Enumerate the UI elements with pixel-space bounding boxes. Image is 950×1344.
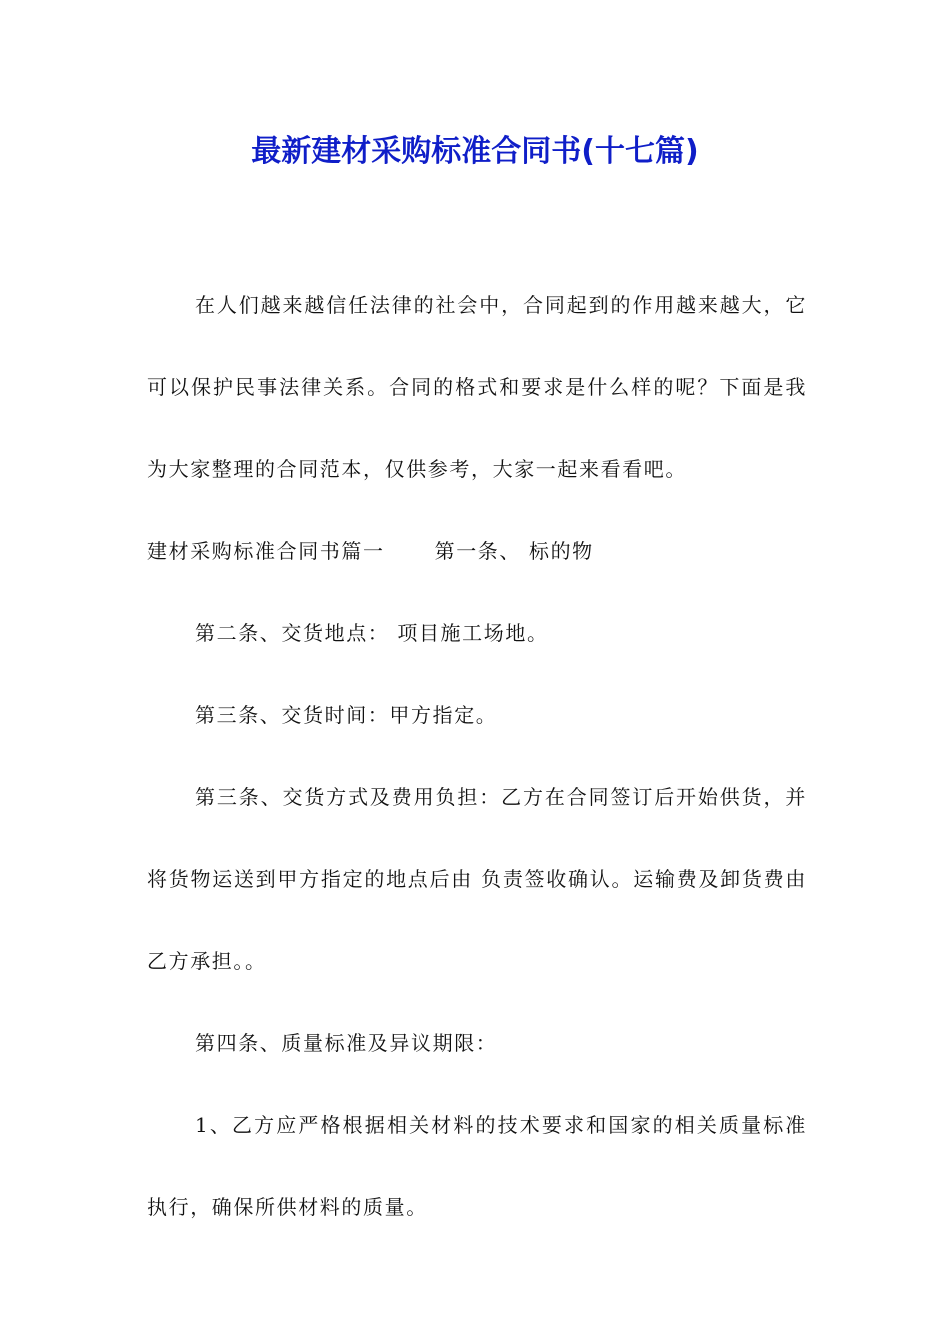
document-title: 最新建材采购标准合同书(十七篇)	[251, 134, 699, 169]
section-heading-line	[147, 510, 807, 592]
intro-paragraph: 在人们越来越信任法律的社会中，合同起到的作用越来越大，它可以保护民事法律关系。合同的格式和要求是什么样的呢？下面是我为大家整理的合同范本，仅供参考，大家一起来看看吧。	[147, 293, 807, 481]
article-3-delivery: 第三条、交货方式及费用负担：乙方在合同签订后开始供货，并将货物运送到甲方指定的地点后由 负责签收确认。运输费及卸货费由乙方承担。。	[147, 785, 807, 973]
document-body	[147, 264, 807, 1248]
clause-4-1: 1、乙方应严格根据相关材料的技术要求和国家的相关质量标准执行，确保所供材料的质量。	[147, 1113, 807, 1219]
article-4: 第四条、质量标准及异议期限：	[195, 1031, 498, 1055]
article-2: 第二条、交货地点： 项目施工场地。	[195, 621, 549, 645]
article-3-time: 第三条、交货时间：甲方指定。	[195, 703, 498, 727]
article-1: 第一条、 标的物	[434, 539, 594, 563]
section-heading: 建材采购标准合同书篇一	[147, 539, 385, 563]
